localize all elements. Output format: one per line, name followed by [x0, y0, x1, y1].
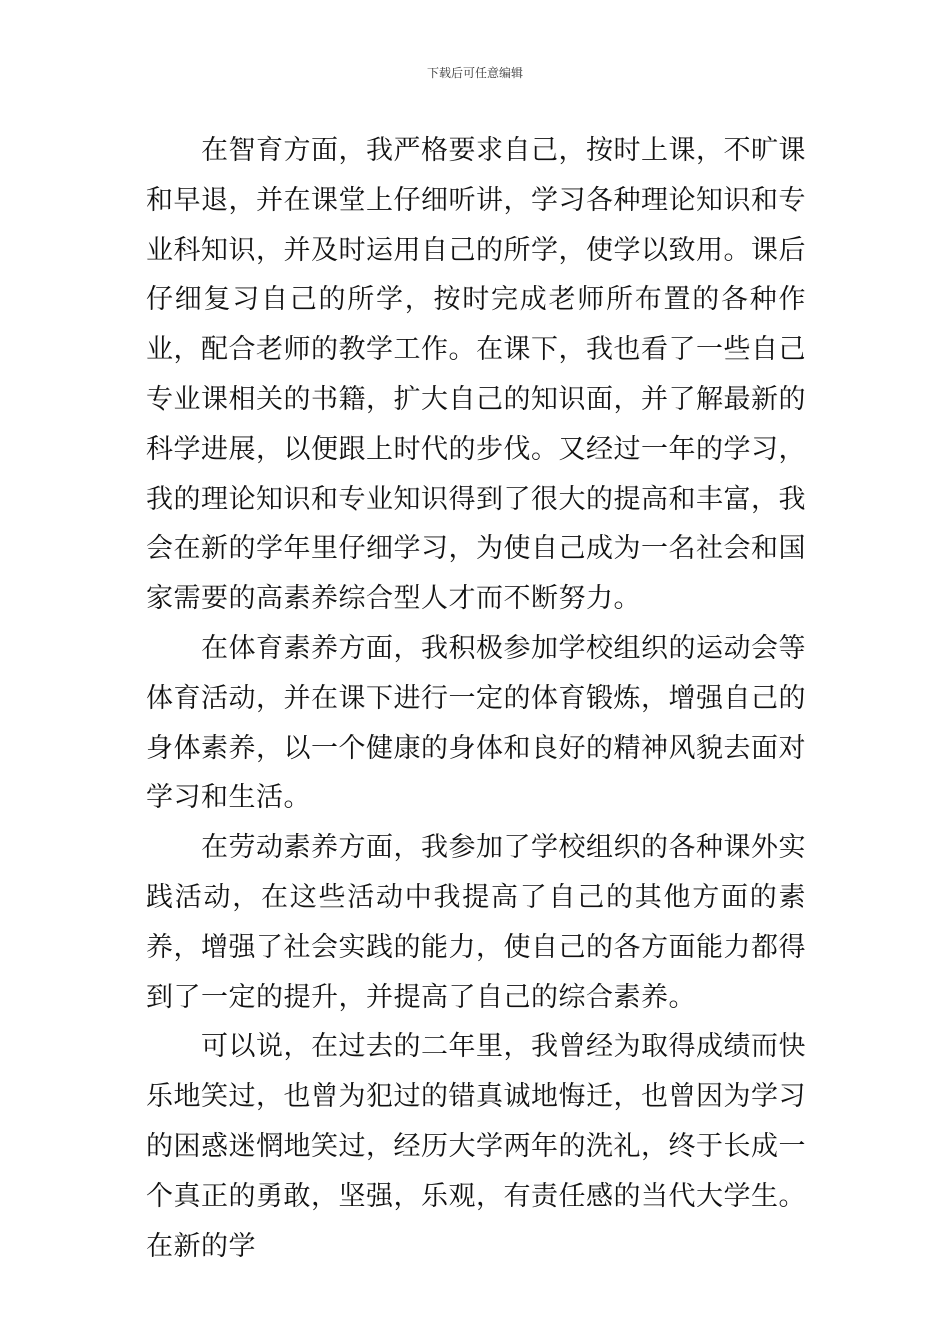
paragraph-intellectual: 在智育方面，我严格要求自己，按时上课，不旷课和早退，并在课堂上仔细听讲，学习各种理论知识和专业科知识，并及时运用自己的所学，使学以致用。课后仔细复习自己的所学，按时完成老师所布置的各种作业，配合老师的教学工作。在课下，我也看了一些自己专业课相关的书籍，扩大自己的知识面，并了解最新的科学进展，以便跟上时代的步伐。又经过一年的学习，我的理论知识和专业知识得到了很大的提高和丰富，我会在新的学年里仔细学习，为使自己成为一名社会和国家需要的高素养综合型人才而不断努力。: [146, 135, 806, 615]
paragraph-labor: 在劳动素养方面，我参加了学校组织的各种课外实践活动，在这些活动中我提高了自己的其他方面的素养，增强了社会实践的能力，使自己的各方面能力都得到了一定的提升，并提高了自己的综合素养。: [146, 832, 806, 1013]
paragraph-physical: 在体育素养方面，我积极参加学校组织的运动会等体育活动，并在课下进行一定的体育锻炼，增强自己的身体素养，以一个健康的身体和良好的精神风貌去面对学习和生活。: [146, 632, 806, 814]
paragraph-summary: 可以说，在过去的二年里，我曾经为取得成绩而快乐地笑过，也曾为犯过的错真诚地悔迁，也曾因为学习的困惑迷惘地笑过，经历大学两年的洗礼，终于长成一个真正的勇敢，坚强，乐观，有责任感的当代大学生。在新的学: [146, 1031, 806, 1262]
document-body: [146, 126, 806, 1271]
page-header: 下载后可任意编辑: [426, 66, 523, 80]
